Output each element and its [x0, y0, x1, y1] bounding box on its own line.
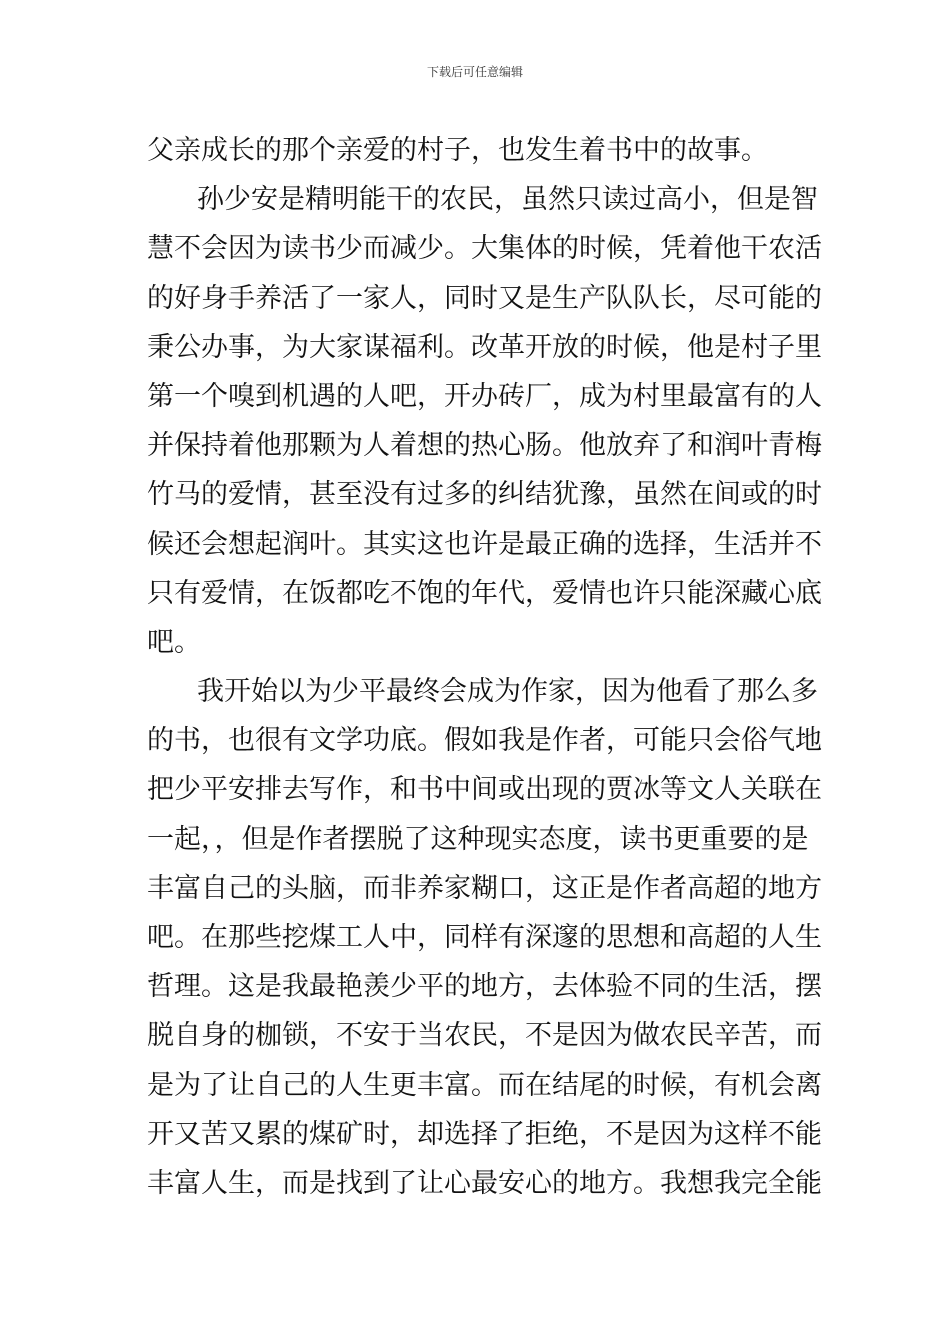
text-line: 哲理。这是我最艳羡少平的地方，去体验不同的生活，摆	[147, 971, 822, 1003]
text-line: 是为了让自己的人生更丰富。而在结尾的时候，有机会离	[147, 1069, 822, 1101]
text-line: 父亲成长的那个亲爱的村子，也发生着书中的故事。	[147, 135, 768, 166]
text-line: 把少平安排去写作，和书中间或出现的贾冰等文人关联在	[147, 774, 822, 806]
text-line: 竹马的爱情，甚至没有过多的纠结犹豫，虽然在间或的时	[147, 479, 822, 511]
text-line: 孙少安是精明能干的农民，虽然只读过高小，但是智	[197, 184, 818, 216]
body-text	[147, 126, 822, 1208]
text-line: 候还会想起润叶。其实这也许是最正确的选择，生活并不	[147, 528, 822, 560]
text-line: 只有爱情，在饭都吃不饱的年代，爱情也许只能深藏心底	[147, 577, 822, 609]
text-line: 慧不会因为读书少而减少。大集体的时候，凭着他干农活	[147, 233, 822, 265]
text-line: 一起，，但是作者摆脱了这种现实态度，读书更重要的是	[147, 823, 809, 855]
text-line: 吧。在那些挖煤工人中，同样有深邃的思想和高超的人生	[147, 922, 822, 953]
text-line: 吧。	[147, 626, 201, 658]
text-line: 秉公办事，为大家谋福利。改革开放的时候，他是村子里	[147, 331, 822, 363]
text-line: 的书，也很有文学功底。假如我是作者，可能只会俗气地	[147, 725, 822, 757]
text-line: 开又苦又累的煤矿时，却选择了拒绝，不是因为这样不能	[147, 1118, 822, 1150]
text-line: 脱自身的枷锁，不安于当农民，不是因为做农民辛苦，而	[147, 1020, 822, 1052]
text-line: 的好身手养活了一家人，同时又是生产队队长，尽可能的	[147, 282, 822, 314]
text-line: 丰富自己的头脑，而非养家糊口，这正是作者高超的地方	[147, 872, 822, 904]
text-line: 丰富人生，而是找到了让心最安心的地方。我想我完全能	[147, 1167, 822, 1199]
page-header: 下载后可任意编辑	[426, 65, 523, 79]
text-line: 第一个嗅到机遇的人吧，开办砖厂，成为村里最富有的人	[147, 380, 822, 412]
text-line: 我开始以为少平最终会成为作家，因为他看了那么多	[197, 676, 818, 708]
text-line: 并保持着他那颗为人着想的热心肠。他放弃了和润叶青梅	[147, 430, 822, 462]
